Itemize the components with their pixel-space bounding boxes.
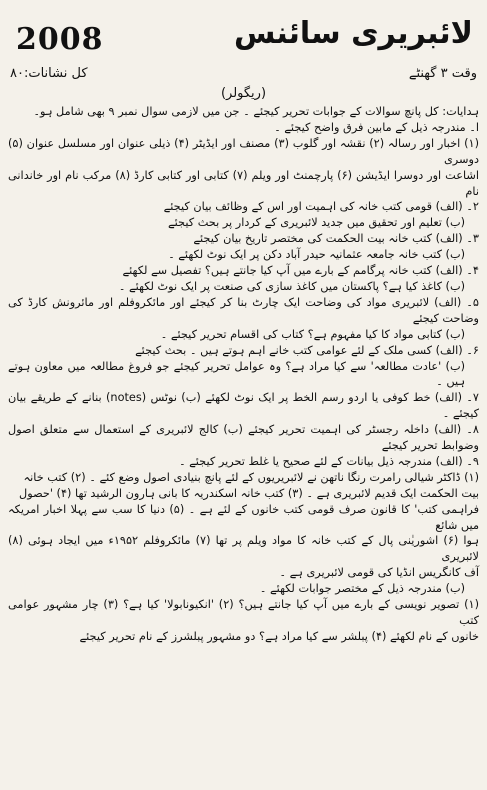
exam-year: 2008: [16, 22, 104, 57]
question-2b: (ب) تعلیم اور تحقیق میں جدید لائبریری کے کردار پر بحث کیجئے: [168, 216, 465, 230]
total-marks: کل نشانات:۸۰: [10, 66, 88, 81]
question-line: ہوا (۶) اشوریٰنی پال کے کتب خانہ کا مواد ویلم پر تھا (۷) مائکروفلم ۱۹۵۲ء میں ایجاد ہوئی (۸) لائبریری: [8, 534, 480, 564]
question-line: خانوں کے نام لکھئے (۴) پبلشر سے کیا مراد ہے؟ دو مشہور پبلشرز کے نام تحریر کیجئے: [79, 629, 479, 643]
question-7: ۷۔ (الف) خط کوفی یا اردو رسم الخط پر ایک نوٹ لکھئے (ب) نوٹس (notes) بنانے کے طریقے بیان کیجئے ۔: [8, 391, 479, 421]
question-line: فراہمی کتب' کا قانون صرف قومی کتب خانوں کے لئے ہے ۔ (۵) دنیا کا سب سے پہلا اخبار امریکہ میں شائع: [8, 502, 479, 532]
question-3b: (ب) کتب خانہ جامعہ عثمانیہ حیدر آباد دکن پر ایک نوٹ لکھئے ۔: [168, 248, 465, 262]
exam-type: (ریگولر): [220, 86, 267, 101]
question-line: اشاعت اور دوسرا ایڈیشن (۶) پارچمنٹ اور ویلم (۷) کتابی اور کتابی کارڈ (۸) مرکب نام اور خاندانی نام: [8, 168, 479, 198]
question-body: [8, 104, 479, 786]
question-line: (۱) ڈاکٹر شیالی رامرت رنگا ناتھن نے لائبریریوں کے لئے پانچ بنیادی اصول وضع کئے ۔ (۲) کتب خانہ: [23, 470, 479, 484]
question-line: (۱) تصویر نویسی کے بارے میں آپ کیا جانتے ہیں؟ (۲) 'انکیونابولا' کیا ہے؟ (۳) چار مشہور عوامی کتب: [8, 598, 479, 627]
question-5b: (ب) کتابی مواد کا کیا مفہوم ہے؟ کتاب کی اقسام تحریر کیجئے ۔: [160, 327, 465, 341]
question-line: بیت الحکمت ایک قدیم لائبریری ہے ۔ (۳) کتب خانہ اسکندریہ کا بانی ہارون الرشید تھا (۴) 'حصول: [19, 486, 479, 500]
question-3a: ۳۔ (الف) کتب خانہ بیت الحکمت کی مختصر تاریخ بیان کیجئے: [193, 232, 479, 246]
instructions: ہدایات: کل پانچ سوالات کے جوابات تحریر کیجئے ۔ جن میں لازمی سوال نمبر ۹ بھی شامل ہو۔: [33, 105, 479, 118]
question-4b: (ب) کاغذ کیا ہے؟ پاکستان میں کاغذ سازی کی صنعت پر ایک نوٹ لکھئے ۔: [118, 279, 465, 293]
question-6b: (ب) 'عادت مطالعہ' سے کیا مراد ہے؟ وہ عوامل تحریر کیجئے جو فروغ مطالعہ میں معاون ہوتے ہیں ۔: [8, 359, 465, 389]
question-6a: ۶۔ (الف) کسی ملک کے لئے عوامی کتب خانے اہم ہوتے ہیں ۔ بحث کیجئے: [135, 343, 479, 357]
question-1: ا۔ مندرجہ ذیل کے مابین فرق واضح کیجئے ۔: [274, 120, 479, 134]
question-5a: ۵۔ (الف) لائبریری مواد کی وضاحت ایک چارٹ بنا کر کیجئے اور مائکروفلم اور مائرونش کارڈ کی وضاحت کیجئے: [8, 295, 479, 325]
question-line: (۱) اخبار اور رسالہ (۲) نقشہ اور گلوب (۳) مصنف اور ایڈیٹر (۴) ذیلی عنوان اور مسلسل عنوان (۵) دوسری: [8, 136, 479, 166]
meta-row: [10, 66, 477, 86]
question-9b: (ب) مندرجہ ذیل کے مختصر جوابات لکھئے ۔: [259, 582, 465, 596]
question-9a: ۹۔ (الف) مندرجہ ذیل بیانات کے لئے صحیح یا غلط تحریر کیجئے ۔: [178, 454, 479, 468]
exam-duration: وقت ۳ گھنٹے: [408, 66, 477, 81]
question-8: ۸۔ (الف) داخلہ رجسٹر کی اہمیت تحریر کیجئے (ب) کالج لائبریری کے استعمال سے متعلق اصول وضوابط تحریر کیجئے: [8, 423, 479, 453]
question-line: آف کانگریس انڈیا کی قومی لائبریری ہے ۔: [279, 566, 479, 580]
question-2a: ۲۔ (الف) قومی کتب خانہ کی اہمیت اور اس کے وظائف بیان کیجئے: [163, 200, 479, 214]
paper-title: لائبریری سائنس: [233, 16, 473, 51]
question-4a: ۴۔ (الف) کتب خانہ پرگامم کے بارے میں آپ کیا جانتے ہیں؟ تفصیل سے لکھئے: [122, 264, 479, 278]
